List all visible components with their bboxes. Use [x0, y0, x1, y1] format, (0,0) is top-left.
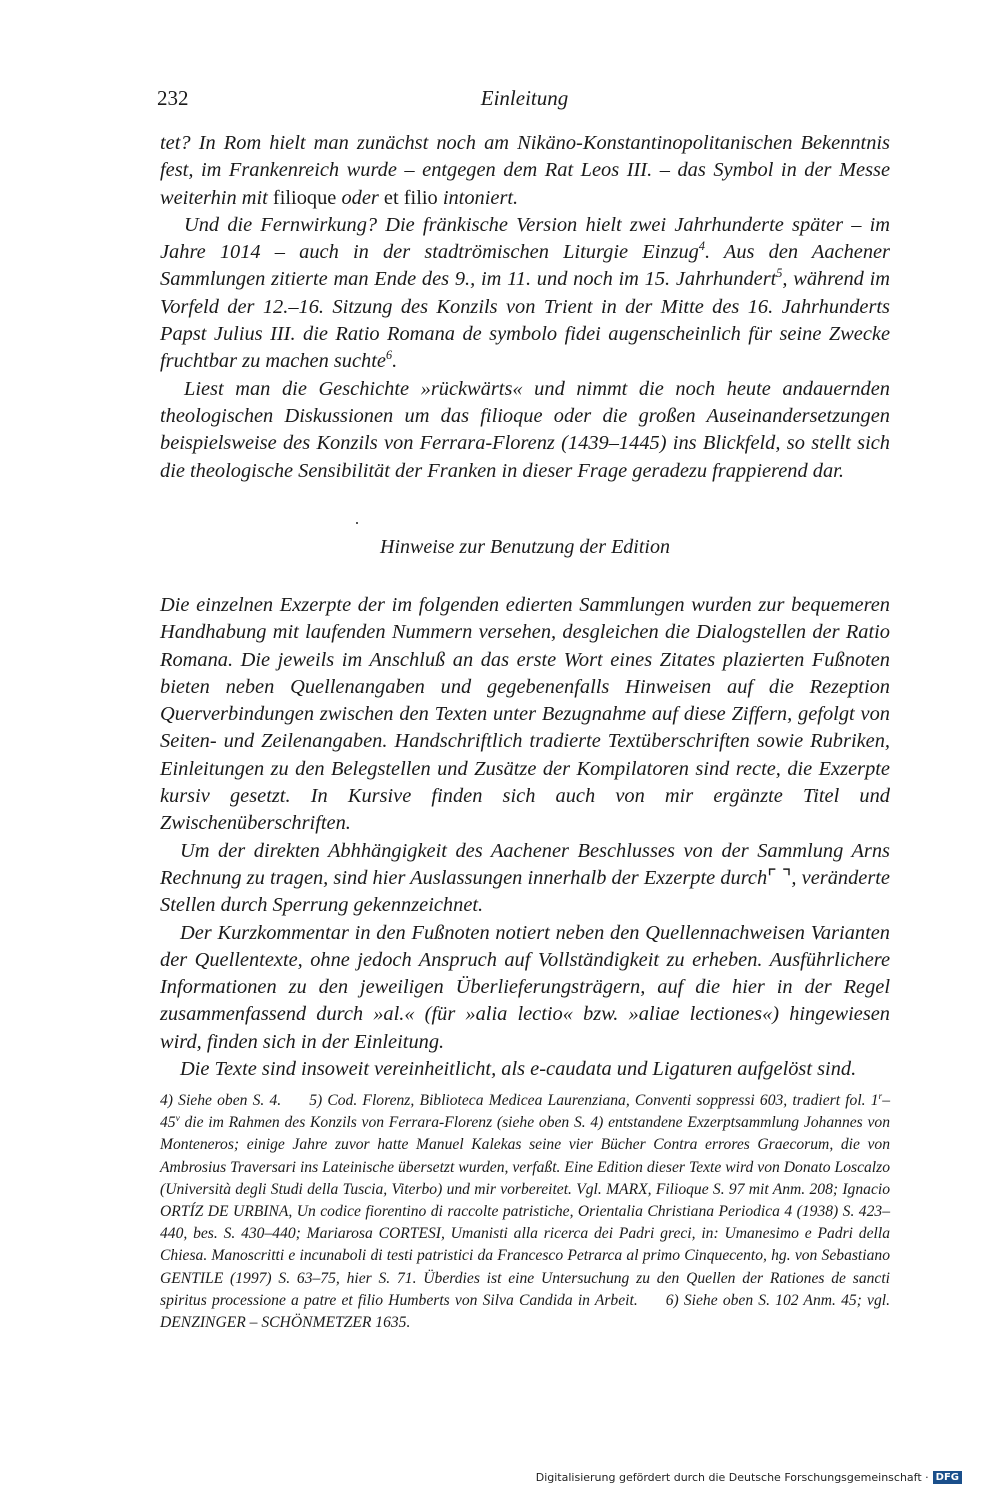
text-run: , veränderte Stellen durch Sperrung gekennzeichnet. — [160, 866, 890, 917]
intro-text — [160, 130, 890, 485]
footnote-ref[interactable]: 6 — [385, 348, 393, 363]
footnote-5 — [160, 1092, 890, 1309]
digitization-credit — [536, 1471, 962, 1484]
text-run: Um der direkten Abhhängigkeit des Aachener Beschlusses von der Sammlung Arns Rechnung zu tragen, sind hier Auslassungen innerhalb der Exzerpte durch — [160, 839, 890, 889]
footnote-ref[interactable]: 5 — [776, 266, 783, 281]
footnote-4: 4) Siehe oben S. 4. — [160, 1092, 282, 1109]
page-number: 232 — [157, 86, 189, 110]
intro-paragraph-3: Liest man die Geschichte »rückwärts« und nimmt die noch heute andauernden theologischen Diskussionen um das filioque oder die großen Auseinandersetzungen beispielsweise des Konzils von Ferrara-Florenz (1439–1445) ins Blickfeld, so stellt sich die theologische Sensibilität der Franken in dieser Frage geradezu frappierend dar. — [160, 377, 890, 482]
text-run: filioque — [272, 186, 337, 209]
scan-speck — [356, 522, 358, 524]
text-run: tet? In Rom hielt man zunächst noch am Nikäno-Konstantinopolitanischen Bekenntnis fest, im Frankenreich wurde – entgegen dem Rat Leos III. – das Symbol in der Messe weiterhin mit — [160, 132, 890, 209]
text-run: et filio — [383, 186, 438, 209]
section-paragraph-3: Der Kurzkommentar in den Fußnoten notiert neben den Quellennachweisen Varianten der Quellentexte, ohne jedoch Anspruch auf Vollständigkeit zu erheben. Ausführlichere Informationen zu den jeweiligen Überlieferungsträgern, auf die hier in der Regel zusammenfassend durch »al.« (für »alia lectio« bzw. »aliae lectiones«) hingewiesen wird, finden sich in der Einleitung. — [160, 921, 890, 1053]
text-run: , während im Vorfeld der 12.–16. Sitzung des Konzils von Trient in der Mitte des 16. Jahrhunderts Papst Julius III. die Ratio Romana de symbolo fidei augenscheinlich für seine Zwecke fruchtbar zu machen suchte — [160, 268, 890, 373]
footnotes — [160, 1090, 890, 1334]
intro-paragraph-1 — [160, 130, 890, 212]
section-paragraph-4: Die Texte sind insoweit vereinheitlicht, als e-caudata und Ligaturen aufgelöst sind. — [180, 1058, 857, 1081]
text-run: die im Rahmen des Konzils von Ferrara-Florenz (siehe oben S. 4) entstandene Exzerptsammlung Johannes von Monteneros; einige Jahre zuvor hatte Manuel Kalekas seine vier Bücher Contra errores Graecorum, die von Ambrosius Traversari ins Lateinische übersetzt wurden, verfaßt. Eine Edition dieser Texte wird von Donato Loscalzo (Università degli Studi della Tuscia, Viterbo) und mir vorbereitet. Vgl. MARX, Filioque S. 97 mit Anm. 208; Ignacio ORTÍZ DE URBINA, Un codice fiorentino di raccolte patristiche, Orientalia Christiana Periodica 4 (1938) S. 423–440, bes. S. 430–440; Mariarosa CORTESI, Umanisti alla ricerca dei Padri greci, in: Umanesimo e Padri della Chiesa. Manoscritti e incunaboli di testi patristici da Francesco Petrarca al primo Cinquecento, hg. von Sebastiano GENTILE (1997) S. 63–75, hier S. 71. Überdies ist eine Untersuchung zu den Quellen der Rationes de sancti spiritus processione a patre et filio Humberts von Silva Candida in Arbeit. — [160, 1114, 890, 1309]
superscript: v — [175, 1114, 180, 1125]
text-run: oder — [336, 186, 384, 209]
text-run: . — [392, 350, 398, 373]
text-run: –45 — [160, 1092, 890, 1132]
footnote-ref[interactable]: 4 — [698, 239, 705, 254]
text-run: . Aus den Aachener Sammlungen zitierte man Ende des 9., im 11. und noch im 15. Jahrhundert — [160, 241, 890, 291]
section-paragraph-2 — [160, 838, 890, 920]
credit-text: Digitalisierung gefördert durch die Deutsche Forschungsgemeinschaft · — [535, 1471, 929, 1484]
running-title: Einleitung — [480, 86, 569, 110]
footnote-6: 6) Siehe oben S. 102 Anm. 45; vgl. DENZINGER – SCHÖNMETZER 1635. — [160, 1291, 890, 1332]
text-run: 5) Cod. Florenz, Biblioteca Medicea Laurenziana, Conventi soppressi 603, tradiert fol. 1 — [309, 1092, 879, 1109]
intro-paragraph-2 — [160, 212, 890, 376]
running-head — [157, 86, 892, 114]
dfg-logo: DFG — [933, 1471, 962, 1484]
section-text — [160, 592, 890, 1083]
text-run: intoniert. — [437, 186, 519, 209]
section-paragraph-1: Die einzelnen Exzerpte der im folgenden edierten Sammlungen wurden zur bequemeren Handhabung mit laufenden Nummern versehen, desgleichen die Dialogstellen der Ratio Romana. Die jeweils im Anschluß an das erste Wort eines Zitates plazierten Fußnoten bieten neben Quellenangaben und gegebenenfalls Hinweisen auf die Rezeption Querverbindungen zwischen den Texten unter Bezugnahme auf diese Ziffern, gefolgt von Seiten- und Zeilenangaben. Handschriftlich tradierte Textüberschriften sowie Rubriken, Einleitungen zu den Belegstellen und Zusätze der Kompilatoren sind recte, die Exzerpte kursiv gesetzt. In Kursive finden sich auch von mir ergänzte Titel und Zwischenüberschriften. — [160, 594, 890, 835]
superscript: r — [878, 1091, 883, 1102]
text-run: Und die Fernwirkung? Die fränkische Version hielt zwei Jahrhunderte später – im Jahre 1014 – auch in der stadtrömischen Liturgie Einzug — [160, 213, 890, 264]
omission-marks: ⌜ ⌝ — [767, 866, 792, 889]
section-heading: Hinweise zur Benutzung der Edition — [380, 536, 670, 558]
